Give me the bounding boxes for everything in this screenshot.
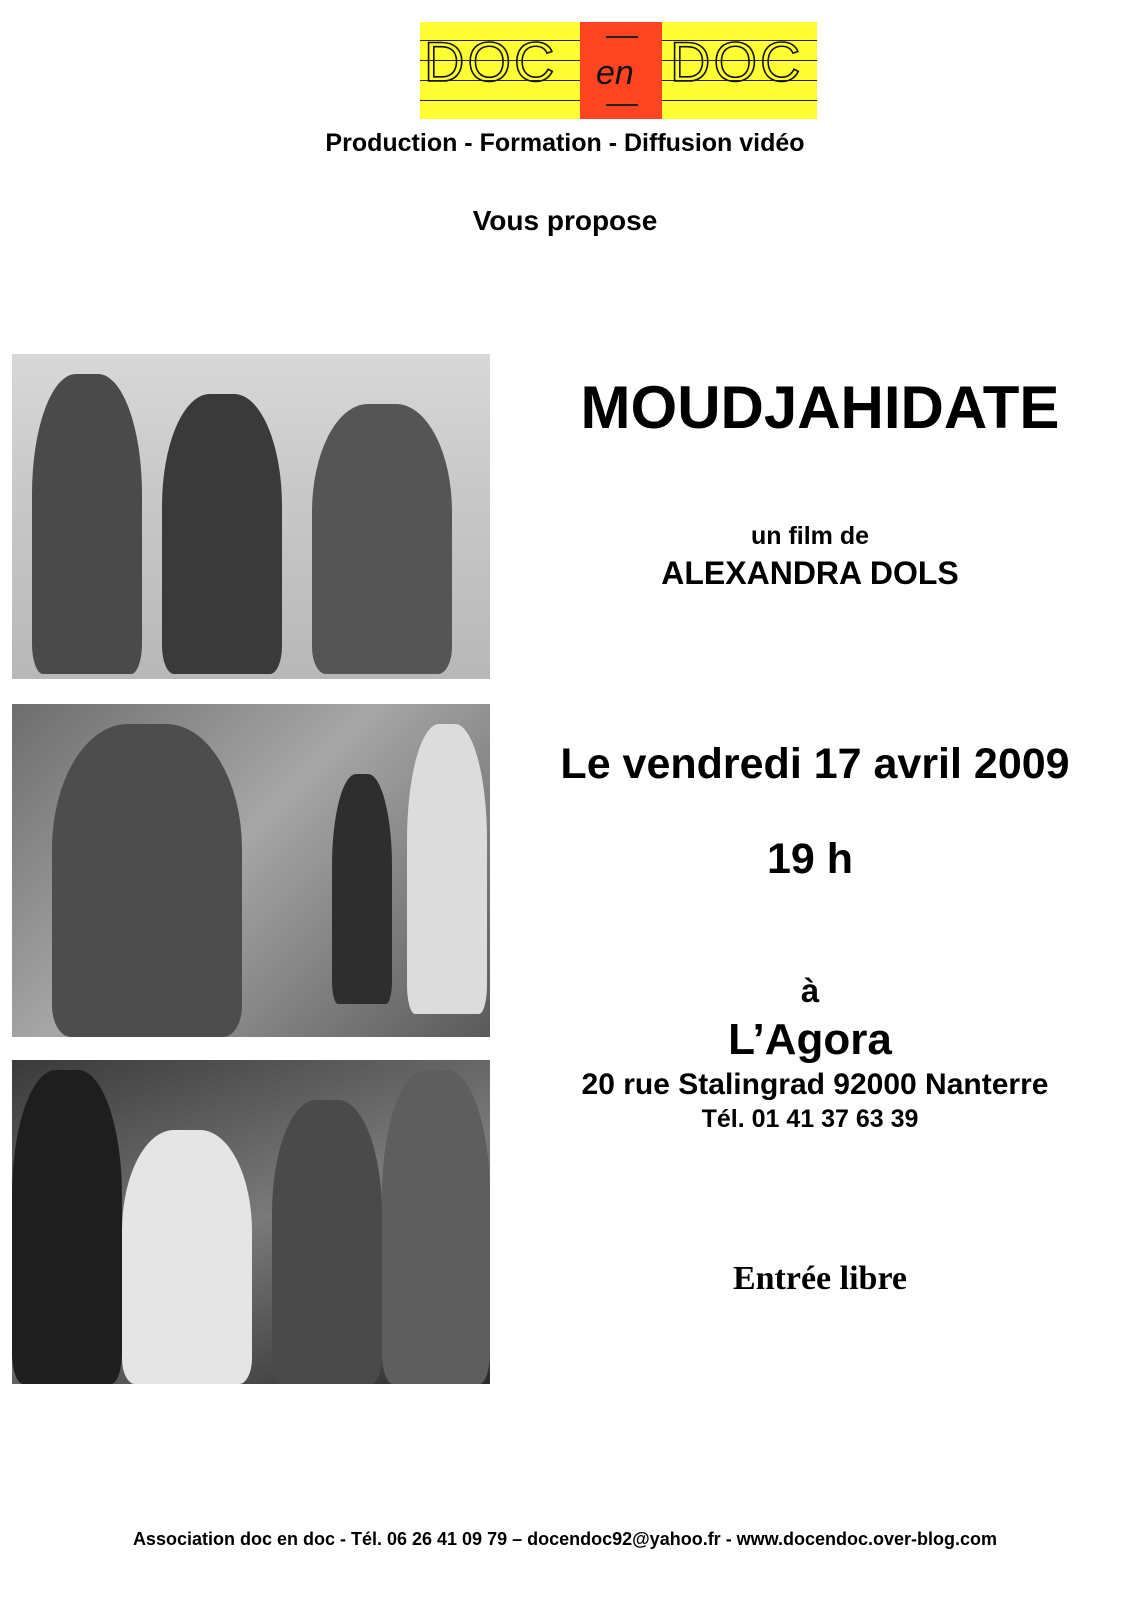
photo-street-checkpoint [12, 704, 490, 1037]
logo-word-middle: en [596, 54, 634, 92]
event-venue: L’Agora [728, 1015, 892, 1064]
film-by-label: un film de [750, 522, 870, 550]
event-time: 19 h [766, 835, 854, 883]
footer-contact: Association doc en doc - Tél. 06 26 41 09 79 – docendoc92@yahoo.fr - www.docendoc.over-blog.com [132, 1529, 998, 1549]
logo-word-left: DOC [424, 30, 558, 93]
photo-arrest-group [12, 1060, 490, 1384]
event-phone: Tél. 01 41 37 63 39 [701, 1105, 919, 1133]
doc-en-doc-logo [420, 22, 817, 119]
event-entry: Entrée libre [732, 1260, 908, 1297]
tagline: Production - Formation - Diffusion vidéo [325, 129, 805, 157]
propose-heading: Vous propose [472, 205, 658, 236]
event-address: 20 rue Stalingrad 92000 Nanterre [581, 1068, 1049, 1101]
event-date: Le vendredi 17 avril 2009 [560, 740, 1070, 788]
film-director: ALEXANDRA DOLS [661, 555, 959, 591]
film-title: MOUDJAHIDATE [580, 374, 1060, 441]
logo-word-right: DOC [670, 30, 804, 93]
photo-fighters-kneeling [12, 354, 490, 679]
event-at: à [800, 972, 820, 1009]
